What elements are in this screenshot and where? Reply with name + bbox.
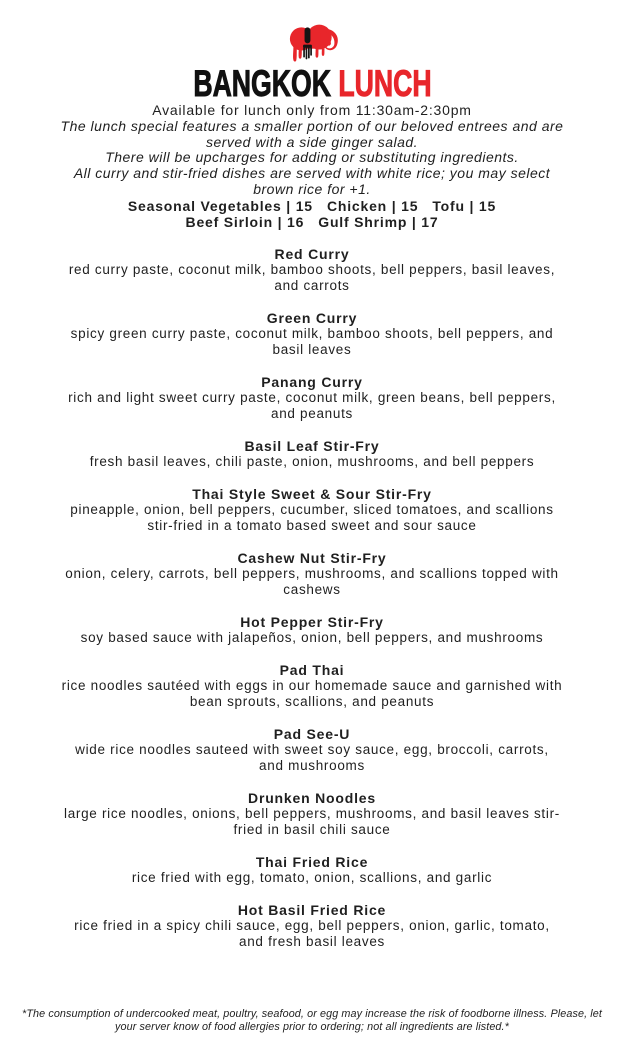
- dish-description: soy based sauce with jalapeños, onion, bell peppers, and mushrooms: [80, 629, 544, 645]
- intro-note-2: There will be upcharges for adding or substituting ingredients.: [105, 149, 519, 166]
- dish-name: Drunken Noodles: [248, 789, 376, 806]
- dish-name: Panang Curry: [261, 373, 363, 390]
- dish-name: Basil Leaf Stir-Fry: [244, 437, 380, 454]
- dish-description: rice noodles sautéed with eggs in our homemade sauce and garnished with bean sprouts, scallions, and peanuts: [61, 677, 563, 709]
- dish-name: Red Curry: [274, 245, 350, 262]
- dish-name: Pad Thai: [279, 661, 345, 678]
- menu-item-basil-leaf-stir-fry: [0, 438, 624, 470]
- intro-note-1: The lunch special features a smaller portion of our beloved entrees and are served with a side ginger salad.: [60, 117, 564, 150]
- menu-item-list: [0, 246, 624, 950]
- dish-description: onion, celery, carrots, bell peppers, mushrooms, and scallions topped with cashews: [65, 565, 559, 597]
- protein-pricing-line-1: Seasonal Vegetables | 15 Chicken | 15 Tofu | 15: [127, 197, 497, 214]
- menu-item-green-curry: [0, 310, 624, 358]
- menu-item-pad-thai: [0, 662, 624, 710]
- menu-item-thai-sweet-sour-stir-fry: [0, 486, 624, 534]
- dish-name: Hot Basil Fried Rice: [237, 901, 387, 918]
- dish-description: pineapple, onion, bell peppers, cucumber, sliced tomatoes, and scallions stir-fried in a tomato based sweet and sour sauce: [70, 501, 554, 533]
- menu-item-drunken-noodles: [0, 790, 624, 838]
- dish-name: Thai Style Sweet & Sour Stir-Fry: [192, 485, 432, 502]
- dish-description: rich and light sweet curry paste, coconut milk, green beans, bell peppers, and peanuts: [68, 389, 556, 421]
- availability-hours: Available for lunch only from 11:30am-2:30pm: [152, 102, 472, 118]
- dish-description: rice fried in a spicy chili sauce, egg, bell peppers, onion, garlic, tomato, and fresh basil leaves: [74, 917, 550, 949]
- dish-description: rice fried with egg, tomato, onion, scallions, and garlic: [131, 869, 493, 885]
- protein-pricing-line-2: Beef Sirloin | 16 Gulf Shrimp | 17: [185, 213, 439, 230]
- dish-description: wide rice noodles sauteed with sweet soy sauce, egg, broccoli, carrots, and mushrooms: [75, 741, 549, 773]
- dish-description: fresh basil leaves, chili paste, onion, mushrooms, and bell peppers: [89, 453, 535, 469]
- dish-name: Green Curry: [266, 309, 358, 326]
- dish-name: Pad See-U: [273, 725, 351, 742]
- brand-name-lunch: LUNCH: [337, 63, 432, 104]
- dish-name: Thai Fried Rice: [255, 853, 369, 870]
- dish-description: red curry paste, coconut milk, bamboo shoots, bell peppers, basil leaves, and carrots: [68, 261, 556, 293]
- menu-item-cashew-nut-stir-fry: [0, 550, 624, 598]
- menu-item-thai-fried-rice: [0, 854, 624, 886]
- page-title: [0, 63, 624, 104]
- brand-name-bangkok: BANGKOK: [192, 63, 331, 104]
- menu-item-hot-pepper-stir-fry: [0, 614, 624, 646]
- menu-item-panang-curry: [0, 374, 624, 422]
- dish-description: spicy green curry paste, coconut milk, bamboo shoots, bell peppers, and basil leaves: [70, 325, 554, 357]
- dish-name: Cashew Nut Stir-Fry: [237, 549, 387, 566]
- menu-item-pad-see-u: [0, 726, 624, 774]
- allergy-disclaimer: *The consumption of undercooked meat, poultry, seafood, or egg may increase the risk of foodborne illness. Please, let your server know of food allergies prior to ordering; not all ingredients are listed.*: [22, 1008, 602, 1033]
- elephant-fork-icon: [281, 22, 343, 70]
- restaurant-logo: [0, 22, 624, 70]
- dish-name: Hot Pepper Stir-Fry: [240, 613, 384, 630]
- menu-item-red-curry: [0, 246, 624, 294]
- intro-note-3: All curry and stir-fried dishes are served with white rice; you may select brown rice for +1.: [73, 165, 551, 197]
- menu-item-hot-basil-fried-rice: [0, 902, 624, 950]
- dish-description: large rice noodles, onions, bell peppers, mushrooms, and basil leaves stir-fried in basil chili sauce: [64, 805, 560, 837]
